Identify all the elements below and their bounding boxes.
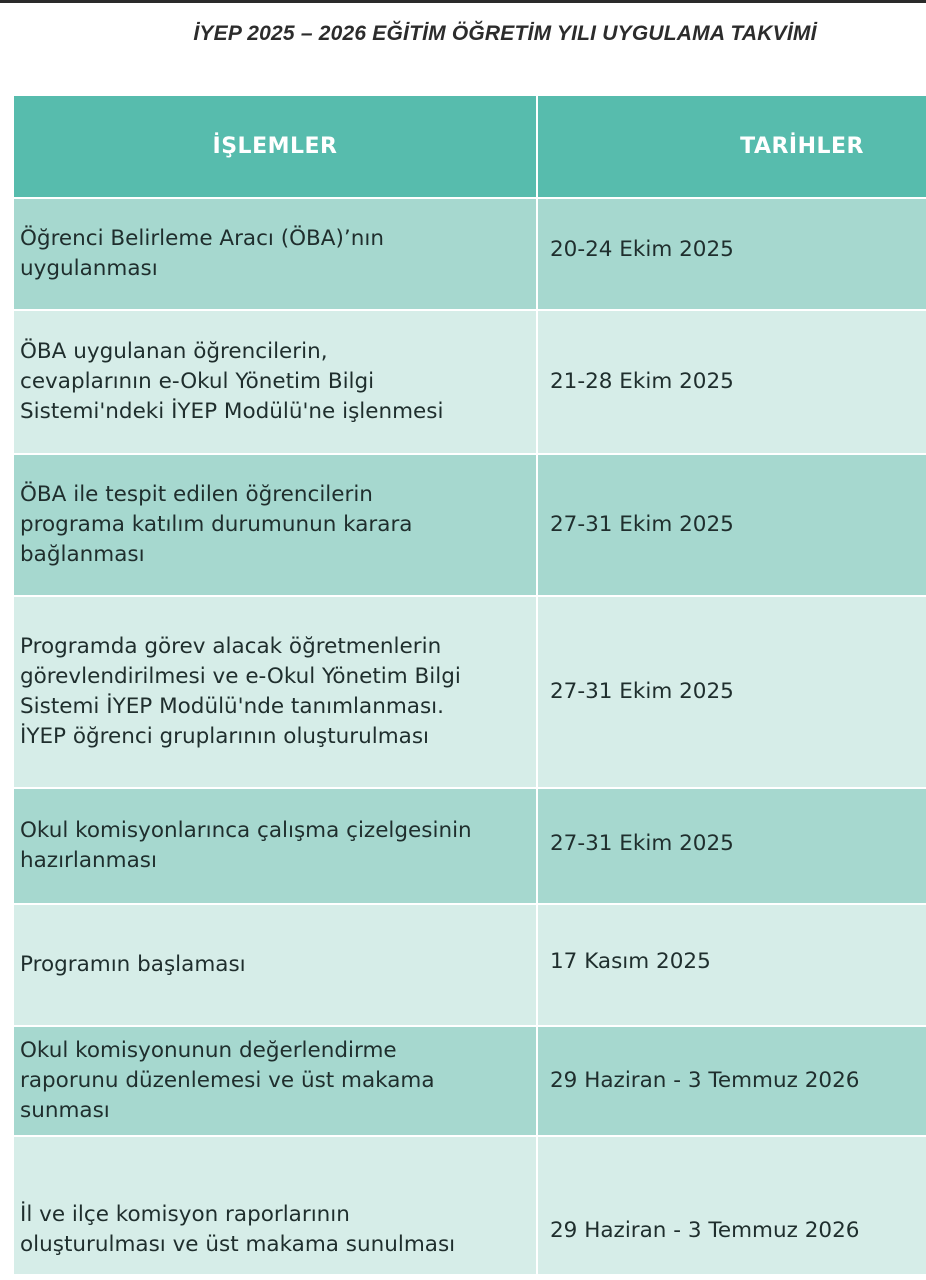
islem-line: cevaplarının e-Okul Yönetim Bilgi <box>20 369 375 394</box>
islem-cell <box>14 1027 538 1135</box>
islem-cell <box>14 1137 538 1274</box>
islem-line: görevlendirilmesi ve e-Okul Yönetim Bilgi <box>20 664 461 689</box>
islem-line: Sistemi'ndeki İYEP Modülü'ne işlenmesi <box>20 399 444 424</box>
tarih-cell: 20-24 Ekim 2025 <box>538 199 926 309</box>
islem-cell <box>14 905 538 1025</box>
header-tarihler: TARİHLER <box>740 133 864 159</box>
tarih-cell: 29 Haziran - 3 Temmuz 2026 <box>538 1137 926 1274</box>
islem-line: İYEP öğrenci gruplarının oluşturulması <box>20 724 430 749</box>
islem-line: İl ve ilçe komisyon raporlarının <box>20 1202 350 1227</box>
islem-line: bağlanması <box>20 542 145 567</box>
calendar-table <box>14 96 926 1276</box>
table-row <box>14 597 926 789</box>
islem-line: programa katılım durumunun karara <box>20 512 413 537</box>
table-row <box>14 789 926 905</box>
tarih-cell: 27-31 Ekim 2025 <box>538 597 926 787</box>
islem-line: uygulanması <box>20 256 158 281</box>
table-row <box>14 1027 926 1137</box>
table-row <box>14 455 926 597</box>
table-row <box>14 311 926 455</box>
table-row <box>14 199 926 311</box>
table-row <box>14 905 926 1027</box>
table-row <box>14 1137 926 1276</box>
islem-line: Okul komisyonlarınca çalışma çizelgesinin <box>20 818 472 843</box>
islem-line: Okul komisyonunun değerlendirme <box>20 1038 397 1063</box>
islem-line: Programda görev alacak öğretmenlerin <box>20 634 442 659</box>
islem-line: raporunu düzenlemesi ve üst makama <box>20 1068 435 1093</box>
page-title: İYEP 2025 – 2026 EĞİTİM ÖĞRETİM YILI UYGULAMA TAKVİMİ <box>193 22 817 45</box>
islem-line: oluşturulması ve üst makama sunulması <box>20 1232 456 1257</box>
table-header-row <box>14 96 926 199</box>
islem-line: ÖBA uygulanan öğrencilerin, <box>20 339 328 364</box>
islem-line: Programın başlaması <box>20 952 246 977</box>
islem-cell <box>14 311 538 453</box>
tarih-cell: 27-31 Ekim 2025 <box>538 455 926 595</box>
islem-cell <box>14 455 538 595</box>
tarih-cell: 17 Kasım 2025 <box>538 905 926 1025</box>
islem-cell <box>14 199 538 309</box>
tarih-cell: 27-31 Ekim 2025 <box>538 789 926 903</box>
islem-cell <box>14 789 538 903</box>
islem-cell <box>14 597 538 787</box>
tarih-cell: 21-28 Ekim 2025 <box>538 311 926 453</box>
islem-line: Öğrenci Belirleme Aracı (ÖBA)’nın <box>20 226 384 251</box>
islem-line: hazırlanması <box>20 848 157 873</box>
header-islemler: İŞLEMLER <box>14 96 538 197</box>
tarih-cell: 29 Haziran - 3 Temmuz 2026 <box>538 1027 926 1135</box>
islem-line: ÖBA ile tespit edilen öğrencilerin <box>20 482 373 507</box>
islem-line: Sistemi İYEP Modülü'nde tanımlanması. <box>20 694 444 719</box>
top-rule <box>0 0 926 3</box>
islem-line: sunması <box>20 1098 110 1123</box>
